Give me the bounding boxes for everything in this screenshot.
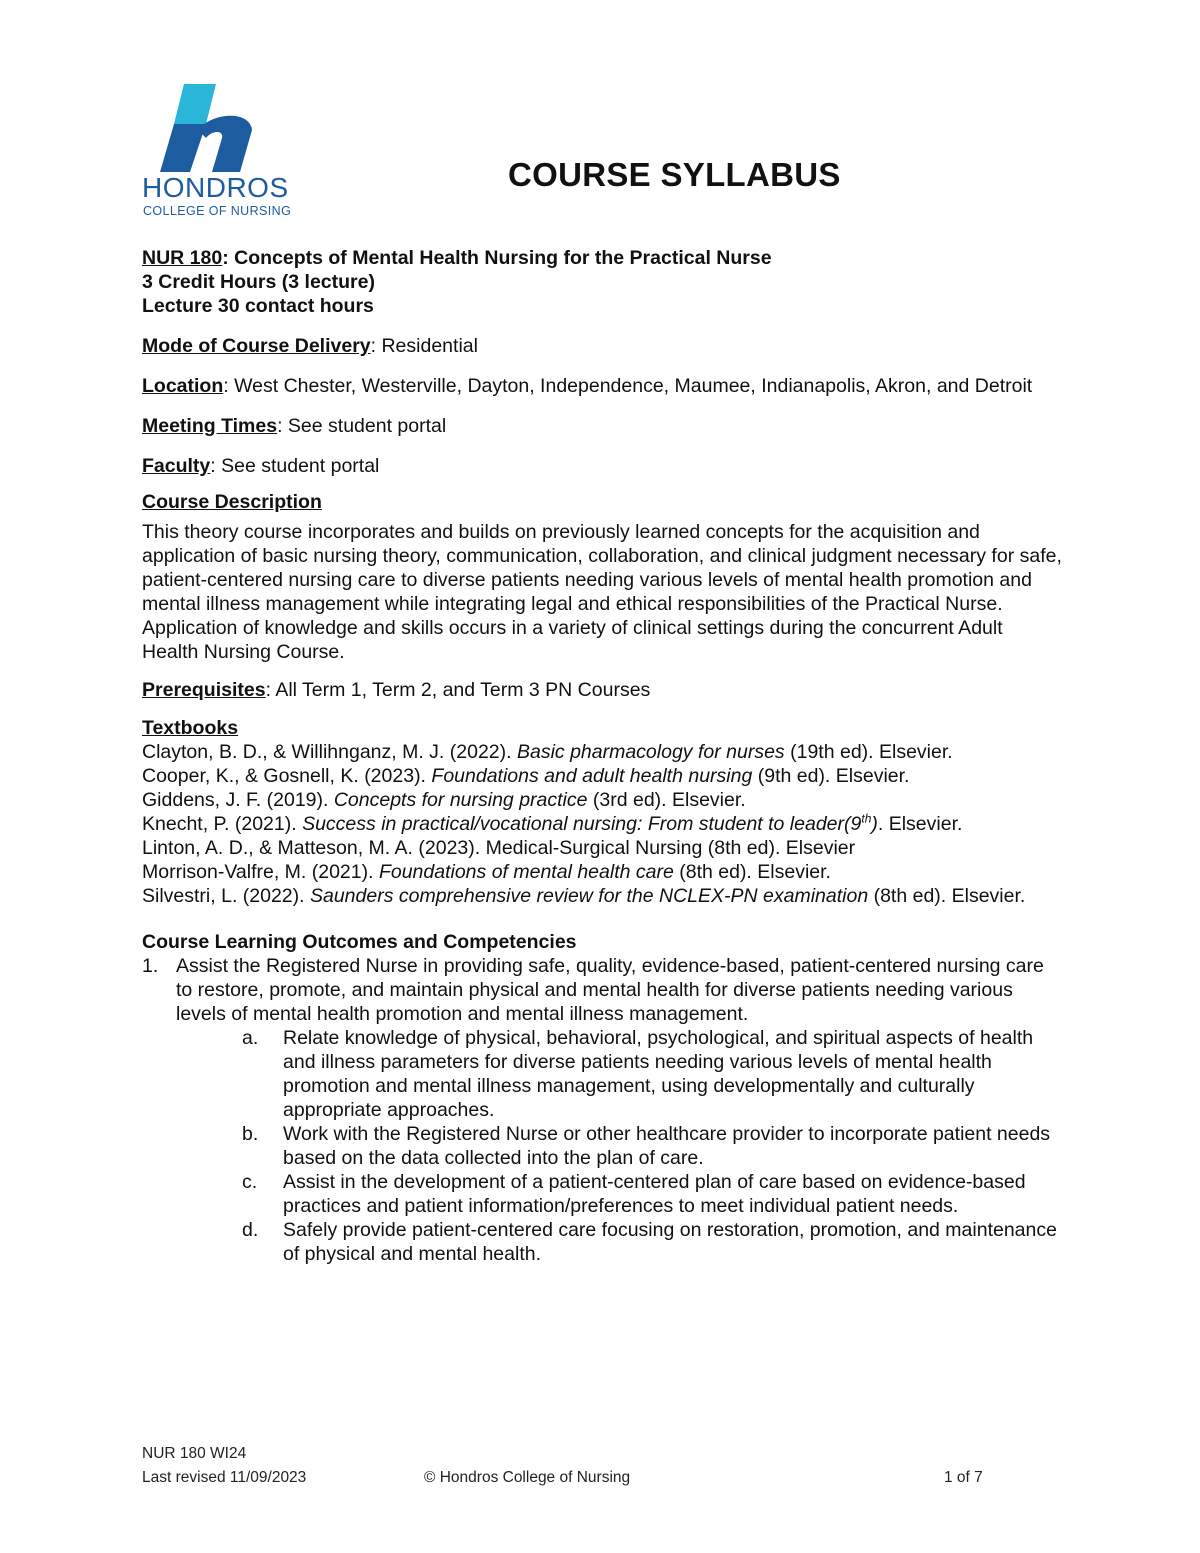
competency-item xyxy=(242,1026,1062,1122)
textbook-edition: . Elsevier. xyxy=(877,813,963,835)
footer-revised: Last revised 11/09/2023 xyxy=(142,1469,307,1486)
footer-doc-code: NUR 180 WI24 xyxy=(142,1445,247,1462)
textbook-entry xyxy=(142,812,1062,836)
meeting-times xyxy=(142,414,1062,438)
outcomes-heading: Course Learning Outcomes and Competencies xyxy=(142,931,577,953)
textbook-title: Concepts for nursing practice xyxy=(333,789,588,811)
outcome-list xyxy=(142,954,1062,1266)
textbook-entry xyxy=(142,764,1062,788)
meeting-label: Meeting Times xyxy=(142,415,278,437)
competency-letter: c. xyxy=(242,1171,258,1193)
outcome-text: Assist the Registered Nurse in providing safe, quality, evidence-based, patient-centered nursing care to restore, promote, and maintain physical and mental health for diverse patients needing various levels of mental health promotion and mental illness management. xyxy=(176,955,1044,1025)
textbooks-heading: Textbooks xyxy=(142,717,239,739)
textbook-entry xyxy=(142,860,1062,884)
logo-wordmark: HONDROS xyxy=(142,172,289,203)
textbook-author: Knecht, P. (2021). xyxy=(142,813,303,835)
textbook-author: Giddens, J. F. (2019). xyxy=(142,789,334,811)
textbook-title: Foundations and adult health nursing xyxy=(431,765,753,787)
competency-text: Assist in the development of a patient-centered plan of care based on evidence-based practices and patient information/preferences to meet individual patient needs. xyxy=(283,1171,1026,1217)
textbook-entry xyxy=(142,836,1062,860)
textbook-superscript: th xyxy=(861,811,872,826)
textbook-entry xyxy=(142,884,1062,908)
textbook-author: Silvestri, L. (2022). xyxy=(142,885,310,907)
course-heading xyxy=(142,246,1062,270)
faculty xyxy=(142,454,1062,478)
textbook-title: Success in practical/vocational nursing: From student to leader(9 xyxy=(302,813,862,835)
course-contact-hours: Lecture 30 contact hours xyxy=(142,295,374,317)
course-credits: 3 Credit Hours (3 lecture) xyxy=(142,271,375,293)
prereq-value: : All Term 1, Term 2, and Term 3 PN Courses xyxy=(265,679,651,701)
competency-letter: a. xyxy=(242,1027,259,1049)
location-value: : West Chester, Westerville, Dayton, Independence, Maumee, Indianapolis, Akron, and Detroit xyxy=(223,375,1033,397)
prerequisites xyxy=(142,678,1062,702)
textbook-edition: (8th ed). Elsevier. xyxy=(673,861,831,883)
textbook-entry xyxy=(142,788,1062,812)
course-description-text: This theory course incorporates and builds on previously learned concepts for the acquisition and application of basic nursing theory, communication, collaboration, and clinical judgment necessary for safe, patient-centered nursing care to diverse patients needing various levels of mental health promotion and mental illness management while integrating legal and ethical responsibilities of the Practical Nurse. Application of knowledge and skills occurs in a variety of clinical settings during the concurrent Adult Health Nursing Course. xyxy=(142,521,1062,663)
textbook-entry xyxy=(142,740,1062,764)
competency-letter: b. xyxy=(242,1123,259,1145)
textbook-author: Clayton, B. D., & Willihnganz, M. J. (2022). xyxy=(142,741,517,763)
prereq-label: Prerequisites xyxy=(142,679,266,701)
textbook-title-end: ) xyxy=(871,813,878,835)
textbook-list xyxy=(142,740,1062,908)
competency-item xyxy=(242,1218,1062,1266)
footer-left xyxy=(142,1442,306,1490)
hondros-h-icon xyxy=(140,80,300,175)
textbook-edition: (3rd ed). Elsevier. xyxy=(587,789,746,811)
outcome-number: 1. xyxy=(142,955,159,977)
textbook-edition: (19th ed). Elsevier. xyxy=(784,741,953,763)
textbook-edition: (9th ed). Elsevier. xyxy=(752,765,910,787)
mode-of-delivery xyxy=(142,334,1062,358)
footer-copyright: © Hondros College of Nursing xyxy=(424,1469,631,1486)
location-label: Location xyxy=(142,375,224,397)
location xyxy=(142,374,1062,398)
page-title: COURSE SYLLABUS xyxy=(508,156,841,193)
course-description-heading: Course Description xyxy=(142,491,322,513)
competency-text: Work with the Registered Nurse or other healthcare provider to incorporate patient needs based on the data collected into the plan of care. xyxy=(283,1123,1051,1169)
competency-text: Safely provide patient-centered care focusing on restoration, promotion, and maintenance of physical and mental health. xyxy=(283,1219,1057,1265)
mode-value: : Residential xyxy=(370,335,478,357)
hondros-logo xyxy=(140,80,300,218)
competency-item xyxy=(242,1170,1062,1218)
mode-label: Mode of Course Delivery xyxy=(142,335,371,357)
footer-page-number: 1 of 7 xyxy=(944,1469,983,1486)
syllabus-body xyxy=(142,246,1062,1266)
course-title: : Concepts of Mental Health Nursing for the Practical Nurse xyxy=(222,247,772,269)
textbook-title: Foundations of mental health care xyxy=(378,861,674,883)
textbook-edition: (8th ed). Elsevier. xyxy=(868,885,1026,907)
textbook-author: Cooper, K., & Gosnell, K. (2023). xyxy=(142,765,432,787)
logo-subtitle: COLLEGE OF NURSING xyxy=(143,204,292,218)
outcome-item xyxy=(142,954,1062,1026)
competency-text: Relate knowledge of physical, behavioral, psychological, and spiritual aspects of health and illness parameters for diverse patients needing various levels of mental health promotion and mental illness management, using developmentally and culturally appropriate approaches. xyxy=(283,1027,1034,1121)
textbook-title: Saunders comprehensive review for the NCLEX-PN examination xyxy=(309,885,869,907)
competency-letter: d. xyxy=(242,1219,259,1241)
faculty-label: Faculty xyxy=(142,455,211,477)
textbook-author: Linton, A. D., & Matteson, M. A. (2023). Medical-Surgical Nursing (8th ed). Elsevier xyxy=(142,837,856,859)
competency-item xyxy=(242,1122,1062,1170)
textbook-title: Basic pharmacology for nurses xyxy=(516,741,785,763)
faculty-value: : See student portal xyxy=(210,455,380,477)
meeting-value: : See student portal xyxy=(277,415,447,437)
course-code: NUR 180 xyxy=(142,247,223,269)
textbook-author: Morrison-Valfre, M. (2021). xyxy=(142,861,379,883)
